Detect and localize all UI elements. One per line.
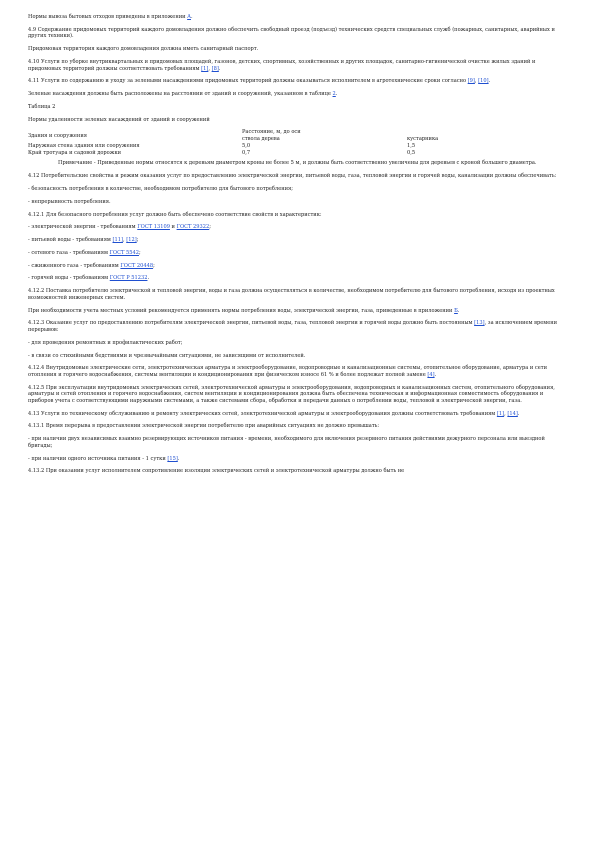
paragraph: Зеленые насаждения должны быть расположены на расстоянии от зданий и сооружений, указанном в таблице 2. bbox=[28, 91, 338, 98]
list-item: - питьевой воды - требованиям [11], [12]; bbox=[28, 237, 139, 244]
appendix-link[interactable]: А bbox=[187, 14, 191, 20]
paragraph: 4.12.3 Оказание услуг по предоставлению потребителям электрической энергии, питьевой воды, газа, тепловой энергии и горячей воды должно быть постоянным [13], за исключением времени перерывов: bbox=[28, 320, 558, 333]
paragraph: При необходимости учета местных условий рекомендуется применять нормы потребления воды, электрической энергии, газа, приведенные в приложении Б. bbox=[28, 307, 460, 314]
paragraph: 4.13.1 Время перерыва в предоставлении электрической энергии потребителю при аварийных ситуациях не должно превышать: bbox=[28, 423, 380, 430]
header-cell: Здания и сооружения bbox=[28, 132, 87, 139]
paragraph: 4.10 Услуги по уборке внутриквартальных и придомовых площадей, газонов, детских, спортивных, хозяйственных и других площадок, санитарно-гигиенической очистке жилых зданий и придомовых территорий должны соответствовать требованиям [1], [8]. bbox=[28, 58, 536, 72]
table-note: Примечание - Приведенные нормы относятся к деревьям диаметром кроны не более 5 м, и должны быть соответственно увеличены для деревьев с кроной большего диаметра. bbox=[58, 160, 537, 167]
standard-link[interactable]: ГОСТ 29322 bbox=[176, 224, 210, 231]
header-cell: кустарника bbox=[407, 136, 439, 143]
standard-link[interactable]: ГОСТ 20448 bbox=[120, 262, 154, 269]
document-page bbox=[28, 14, 568, 481]
list-item: - электрической энергии - требованиям ГОСТ 13109 и ГОСТ 29322; bbox=[28, 224, 211, 231]
distance-table bbox=[28, 129, 568, 157]
list-item: - горячей воды - требованиям ГОСТ Р 51232. bbox=[28, 275, 150, 282]
reference-link[interactable]: [15] bbox=[167, 455, 178, 462]
header-cell: ствола дерева bbox=[242, 136, 280, 143]
paragraph: 4.12.4 Внутридомовые электрические сети, электротехническая арматура и электрооборудование, водопроводные и канализационные системы, отопительное оборудование, арматура и сети отопления и горячего водоснабжения, системы вентиляции и кондиционирования при физическом износе 61 % и более подлежат полной замене [4]. bbox=[28, 365, 547, 378]
table-label: Таблица 2 bbox=[28, 103, 56, 110]
paragraph: 4.12.1 Для безопасного потребления услуг должно быть обеспечено соответствие свойств и характеристик: bbox=[28, 211, 322, 218]
paragraph: - для проведения ремонтных и профилактических работ; bbox=[28, 339, 183, 346]
paragraph: 4.13 Услуги по техническому обслуживанию и ремонту электрических сетей, электротехнической арматуры и электрооборудования должны соответствовать требованиям [1], [14]. bbox=[28, 410, 520, 417]
paragraph: 4.12.5 При эксплуатации внутридомовых электрических сетей, электротехнической арматуры и электрооборудования, водопроводных и канализационных систем, отопительного оборудования, арматуры и сетей отопления и горячего водоснабжения, систем вентиляции и кондиционирования должна быть обеспечена техническая и информационная совместимость оборудования и приборов учета с соответствующими наружными системами, а также системами сбора, обработки и передачи данных о потреблении воды, тепловой и электрической энергии, газа. bbox=[28, 384, 555, 404]
paragraph: 4.12 Потребительские свойства и режим оказания услуг по предоставлению электрической энергии, питьевой воды, газа, тепловой энергии и горячей воды, канализации должны обеспечивать: bbox=[28, 173, 557, 180]
header-cell: Расстояние, м, до оси bbox=[242, 129, 301, 136]
appendix-link[interactable]: Б bbox=[454, 307, 458, 314]
standard-link[interactable]: ГОСТ Р 51232 bbox=[109, 275, 148, 282]
paragraph: - безопасность потребления в количестве, необходимом потребителю для бытового потребления; bbox=[28, 186, 293, 192]
paragraph: 4.11 Услуги по содержанию и уходу за зелеными насаждениями придомовых территорий должны оказываться исполнителем в агротехнические сроки согласно [9], [10]. bbox=[28, 78, 491, 85]
standard-link[interactable]: ГОСТ 5542 bbox=[109, 249, 139, 256]
reference-link[interactable]: [14] bbox=[507, 410, 518, 417]
table-row bbox=[28, 143, 568, 150]
paragraph: Придомовая территория каждого домовладения должна иметь санитарный паспорт. bbox=[28, 46, 259, 53]
reference-link[interactable]: [9] bbox=[467, 78, 475, 85]
table-cell: 1,5 bbox=[407, 143, 416, 150]
reference-link[interactable]: [12] bbox=[126, 237, 137, 244]
table-title: Нормы удаленности зеленых насаждений от зданий и сооружений bbox=[28, 116, 210, 123]
paragraph: - непрерывность потребления. bbox=[28, 198, 111, 205]
table-cell: 5,0 bbox=[242, 143, 251, 150]
paragraph: 4.12.2 Поставка потребителю электрической и тепловой энергии, воды и газа должна осуществляться в количестве, необходимом потребителю для бытового потребления, исходя из проектных возможностей инженерных систем. bbox=[28, 288, 555, 301]
table-cell: 0,5 bbox=[407, 150, 416, 157]
reference-link[interactable]: [10] bbox=[478, 78, 489, 85]
list-item: - сжиженного газа - требованиям ГОСТ 20448; bbox=[28, 262, 155, 269]
table-cell: Край тротуара и садовой дорожки bbox=[28, 150, 122, 157]
paragraph: 4.9 Содержание придомовых территорий каждого домовладения должно обеспечить свободный проезд (подъезд) технических средств специальных служб (пожарных, санитарных, аварийных и других техники). bbox=[28, 26, 555, 40]
table-row bbox=[28, 150, 568, 157]
paragraph: Нормы вывоза бытовых отходов приведены в приложении А. bbox=[28, 14, 193, 20]
reference-link[interactable]: [4] bbox=[427, 371, 435, 378]
table-cell: 0,7 bbox=[242, 150, 251, 157]
standard-link[interactable]: ГОСТ 13109 bbox=[137, 224, 170, 231]
paragraph: - при наличии двух независимых взаимно резервирующих источников питания - времени, необходимого для включения резервного питания действиями дежурного персонала или выездной бригады; bbox=[28, 436, 545, 449]
reference-link[interactable]: [1] bbox=[201, 65, 209, 72]
reference-link[interactable]: [13] bbox=[474, 320, 485, 327]
list-item: - сетевого газа - требованиям ГОСТ 5542; bbox=[28, 249, 141, 256]
table-cell: Наружная стена здания или сооружения bbox=[28, 143, 140, 150]
table-header-row bbox=[28, 129, 568, 136]
paragraph: - при наличии одного источника питания - 1 сутки [15]. bbox=[28, 455, 180, 462]
reference-link[interactable]: [8] bbox=[211, 65, 219, 72]
table-link[interactable]: 2 bbox=[332, 91, 336, 98]
paragraph: - в связи со стихийными бедствиями и чрезвычайными ситуациями, не зависящими от исполнителей. bbox=[28, 352, 306, 359]
reference-link[interactable]: [11] bbox=[112, 237, 123, 244]
reference-link[interactable]: [1] bbox=[496, 410, 505, 417]
paragraph: 4.13.2 При оказании услуг исполнителем сопротивление изоляции электрических сетей и электротехнической арматуры должно быть не bbox=[28, 468, 405, 475]
